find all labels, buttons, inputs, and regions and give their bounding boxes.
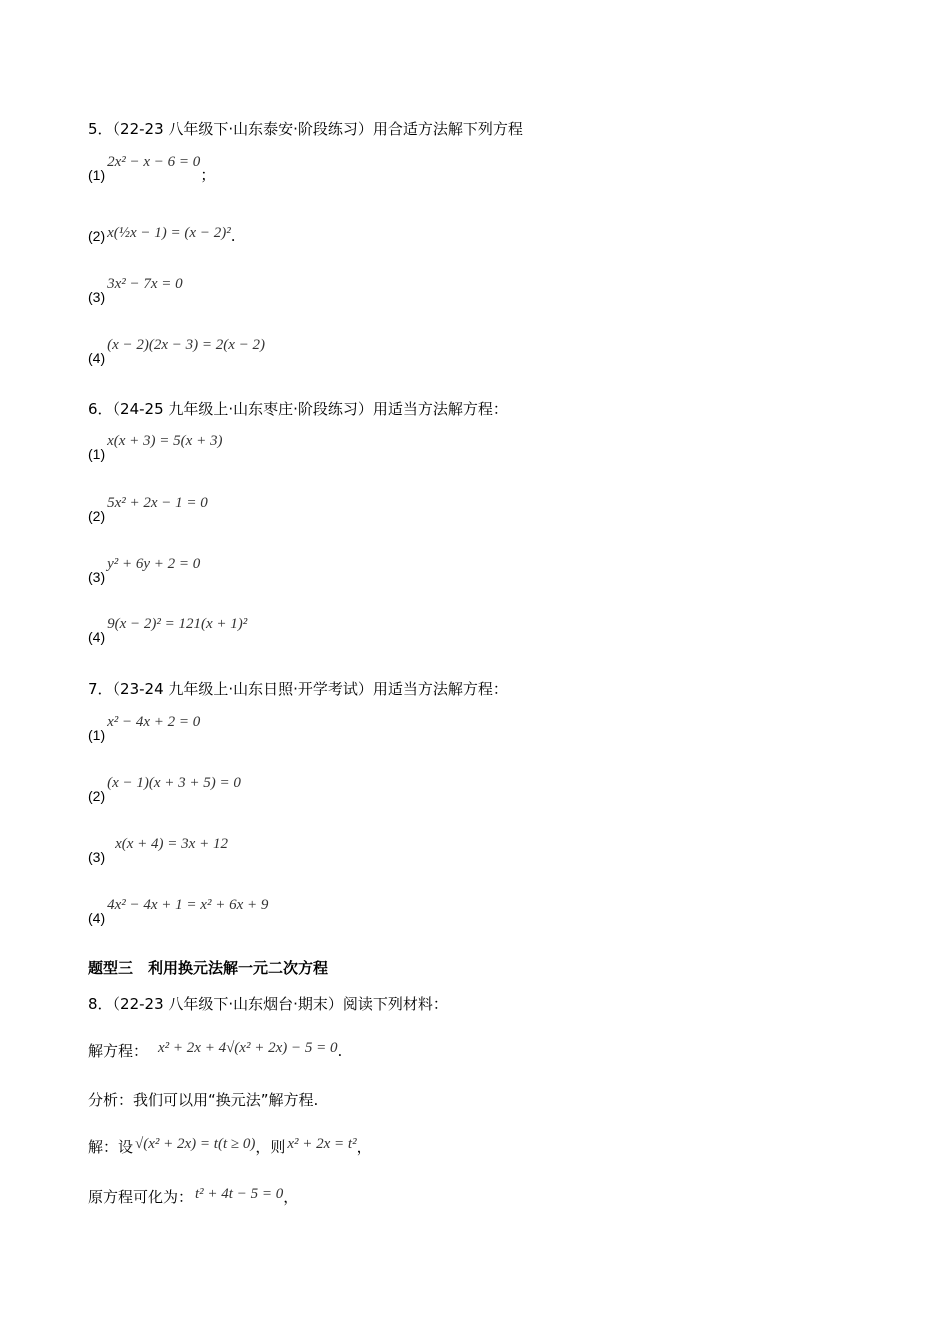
q8-solution-line bbox=[88, 1136, 372, 1157]
q8-transform-tail: ， bbox=[283, 1188, 299, 1206]
q6-item-3-label: (3) bbox=[88, 569, 106, 585]
q7-item-2 bbox=[88, 775, 241, 806]
q7-item-1-label: (1) bbox=[88, 727, 106, 743]
q8-transform-equation: t² + 4t − 5 = 0 bbox=[195, 1186, 284, 1202]
section-heading: 题型三 利用换元法解一元二次方程 bbox=[88, 959, 329, 977]
q7-item-2-label: (2) bbox=[88, 788, 106, 804]
q7-item-1-equation: x² − 4x + 2 = 0 bbox=[107, 714, 201, 730]
q8-solve-line bbox=[88, 1040, 342, 1061]
q6-item-3 bbox=[88, 556, 201, 587]
q7-item-3 bbox=[88, 836, 228, 867]
q8-solution-tail: ， bbox=[356, 1138, 372, 1156]
q7-item-3-equation: x(x + 4) = 3x + 12 bbox=[115, 836, 228, 852]
q8-solve-label: 解方程： bbox=[88, 1042, 149, 1060]
q5-item-3-equation: 3x² − 7x = 0 bbox=[107, 276, 183, 292]
q8-analysis: 分析：我们可以用“换元法”解方程. bbox=[88, 1091, 319, 1109]
q8-substitution-result: x² + 2x = t² bbox=[287, 1136, 357, 1152]
q6-item-4-equation: 9(x − 2)² = 121(x + 1)² bbox=[107, 616, 248, 632]
q5-item-1-label: (1) bbox=[88, 167, 106, 183]
q6-item-3-equation: y² + 6y + 2 = 0 bbox=[107, 556, 201, 572]
q7-item-4 bbox=[88, 897, 269, 928]
q5-item-2 bbox=[88, 227, 235, 246]
q6-item-4-label: (4) bbox=[88, 629, 106, 645]
q5-item-1-equation: 2x² − x − 6 = 0 bbox=[107, 154, 201, 170]
q8-transform-prefix: 原方程可化为： bbox=[88, 1188, 194, 1206]
q8-transform-line bbox=[88, 1186, 298, 1207]
q5-item-3-label: (3) bbox=[88, 289, 106, 305]
q8-substitution-equation: √(x² + 2x) = t(t ≥ 0) bbox=[135, 1136, 256, 1152]
q8-solve-punct: . bbox=[337, 1042, 343, 1060]
q6-item-2-equation: 5x² + 2x − 1 = 0 bbox=[107, 495, 208, 511]
question-7-title: 7．（23-24 九年级上·山东日照·开学考试）用适当方法解方程： bbox=[88, 680, 508, 698]
q6-item-2-label: (2) bbox=[88, 508, 106, 524]
q5-item-2-punct: . bbox=[230, 227, 236, 245]
q6-item-1-label: (1) bbox=[88, 446, 106, 462]
q7-item-2-equation: (x − 1)(x + 3 + 5) = 0 bbox=[107, 775, 241, 791]
q5-item-3 bbox=[88, 276, 183, 307]
q5-item-4 bbox=[88, 337, 266, 368]
q7-item-4-equation: 4x² − 4x + 1 = x² + 6x + 9 bbox=[107, 897, 269, 913]
q6-item-1 bbox=[88, 433, 223, 464]
q7-item-1 bbox=[88, 714, 201, 745]
q6-item-4 bbox=[88, 616, 248, 647]
question-5-title: 5．（22-23 八年级下·山东泰安·阶段练习）用合适方法解下列方程 bbox=[88, 120, 523, 138]
q5-item-2-equation: x(½x − 1) = (x − 2)² bbox=[107, 225, 231, 241]
q8-solution-mid: ，则 bbox=[255, 1138, 286, 1156]
q5-item-2-label: (2) bbox=[88, 228, 106, 244]
q8-solution-prefix: 解：设 bbox=[88, 1138, 134, 1156]
q6-item-2 bbox=[88, 495, 208, 526]
q5-item-1-punct: ； bbox=[200, 166, 216, 184]
question-6-title: 6．（24-25 九年级上·山东枣庄·阶段练习）用适当方法解方程： bbox=[88, 400, 508, 418]
q5-item-4-equation: (x − 2)(2x − 3) = 2(x − 2) bbox=[107, 337, 266, 353]
question-8-title: 8．（22-23 八年级下·山东烟台·期末）阅读下列材料： bbox=[88, 995, 448, 1013]
q5-item-1 bbox=[88, 154, 216, 185]
q7-item-3-label: (3) bbox=[88, 849, 106, 865]
q6-item-1-equation: x(x + 3) = 5(x + 3) bbox=[107, 433, 223, 449]
q7-item-4-label: (4) bbox=[88, 910, 106, 926]
q8-solve-equation: x² + 2x + 4√(x² + 2x) − 5 = 0 bbox=[158, 1040, 338, 1056]
q5-item-4-label: (4) bbox=[88, 350, 106, 366]
